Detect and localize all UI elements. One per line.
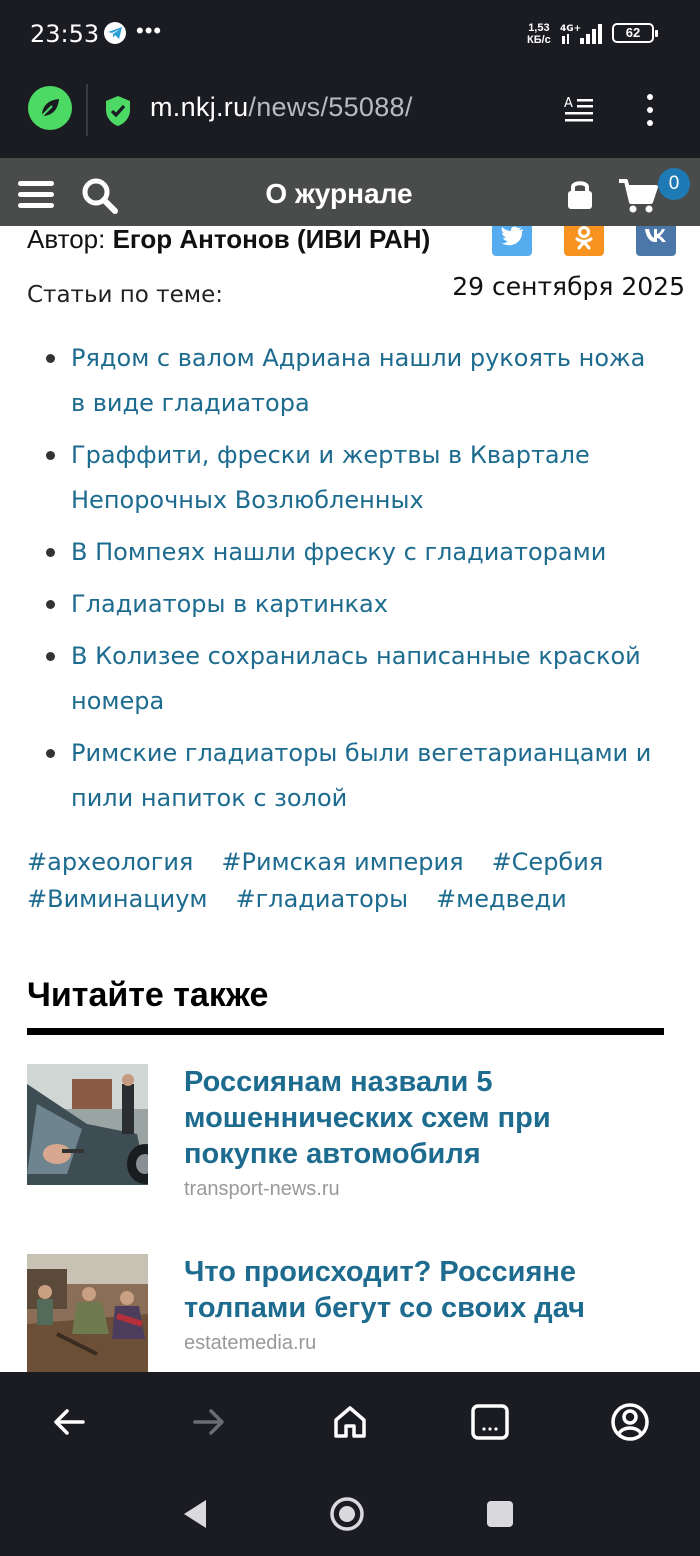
leaf-icon[interactable] [28, 86, 72, 130]
url-path: /news/55088/ [248, 92, 413, 122]
system-back-icon[interactable] [180, 1498, 210, 1530]
section-divider [27, 1028, 664, 1035]
reader-mode-icon[interactable] [563, 95, 595, 125]
related-article-link[interactable]: Граффити, фрески и жертвы в Квартале Непорочных Возлюбленных [46, 433, 666, 523]
related-articles-list [46, 336, 666, 828]
share-ok-button[interactable] [564, 226, 604, 256]
author-name[interactable]: Егор Антонов (ИВИ РАН) [112, 226, 431, 254]
forward-icon[interactable] [189, 1402, 229, 1442]
url-host: m.nkj.ru [150, 92, 249, 122]
svg-text:A: A [564, 96, 573, 111]
author-line: Автор: Егор Антонов (ИВИ РАН) [27, 226, 431, 254]
recommendation-thumbnail[interactable] [27, 1064, 148, 1185]
browser-bottom-bar [0, 1372, 700, 1472]
svg-text:4G+: 4G+ [560, 24, 582, 34]
twitter-icon [500, 226, 524, 248]
battery-indicator: 62 [612, 23, 654, 43]
browser-url-bar [0, 68, 700, 158]
recommendation-source[interactable]: transport-news.ru [184, 1178, 340, 1200]
telegram-icon [104, 22, 126, 44]
tag-link[interactable]: #Виминациум [27, 885, 208, 913]
url-divider [86, 84, 88, 136]
recommendation-source[interactable]: estatemedia.ru [184, 1332, 317, 1354]
url-field[interactable] [150, 92, 413, 123]
home-icon[interactable] [330, 1402, 370, 1442]
tag-link[interactable]: #Сербия [491, 848, 604, 876]
system-recents-icon[interactable] [486, 1500, 514, 1528]
system-home-icon[interactable] [329, 1496, 365, 1532]
related-article-link[interactable]: Римские гладиаторы были вегетарианцами и пили напиток с золой [46, 731, 666, 821]
tag-link[interactable]: #Римская империя [221, 848, 464, 876]
related-article-link[interactable]: Рядом с валом Адриана нашли рукоять ножа в виде гладиатора [46, 336, 666, 426]
tabs-icon[interactable] [470, 1402, 510, 1442]
signal-icon [558, 22, 604, 46]
read-also-heading: Читайте также [27, 976, 269, 1014]
share-twitter-button[interactable] [492, 226, 532, 256]
share-vk-button[interactable] [636, 226, 676, 256]
profile-icon[interactable] [610, 1402, 650, 1442]
system-navigation-bar [0, 1472, 700, 1556]
related-article-link[interactable]: В Помпеях нашли фреску с гладиаторами [46, 530, 666, 575]
vk-icon [644, 226, 670, 246]
related-article-link[interactable]: В Колизее сохранилась написанные краской номера [46, 634, 666, 724]
tag-link[interactable]: #гладиаторы [235, 885, 409, 913]
shield-check-icon[interactable] [104, 95, 132, 127]
site-title[interactable]: О журнале [265, 178, 413, 209]
recommendation-title[interactable]: Что происходит? Россияне толпами бегут со своих дач [184, 1256, 585, 1324]
recommendation-title[interactable]: Россиянам назвали 5 мошеннических схем при покупке автомобиля [184, 1066, 551, 1170]
notification-overflow: ••• [136, 18, 163, 43]
article-content [0, 226, 700, 1372]
net-speed: 1,53 КБ/с [527, 22, 551, 46]
odnoklassniki-icon [572, 226, 596, 250]
site-header [0, 158, 700, 226]
status-time: 23:53 [30, 20, 100, 48]
tag-link[interactable]: #археология [27, 848, 194, 876]
lock-icon[interactable] [566, 178, 594, 210]
back-icon[interactable] [49, 1402, 89, 1442]
related-label: Статьи по теме: [27, 282, 223, 308]
status-bar [0, 0, 700, 68]
related-article-link[interactable]: Гладиаторы в картинках [46, 582, 666, 627]
publish-date: 29 сентября 2025 [452, 272, 685, 301]
cart-icon[interactable] [618, 178, 658, 214]
cart-count-badge[interactable]: 0 [658, 168, 690, 200]
tag-link[interactable]: #медведи [436, 885, 567, 913]
more-vert-icon[interactable] [640, 94, 660, 128]
recommendation-thumbnail[interactable] [27, 1254, 148, 1372]
tag-list [27, 844, 677, 918]
